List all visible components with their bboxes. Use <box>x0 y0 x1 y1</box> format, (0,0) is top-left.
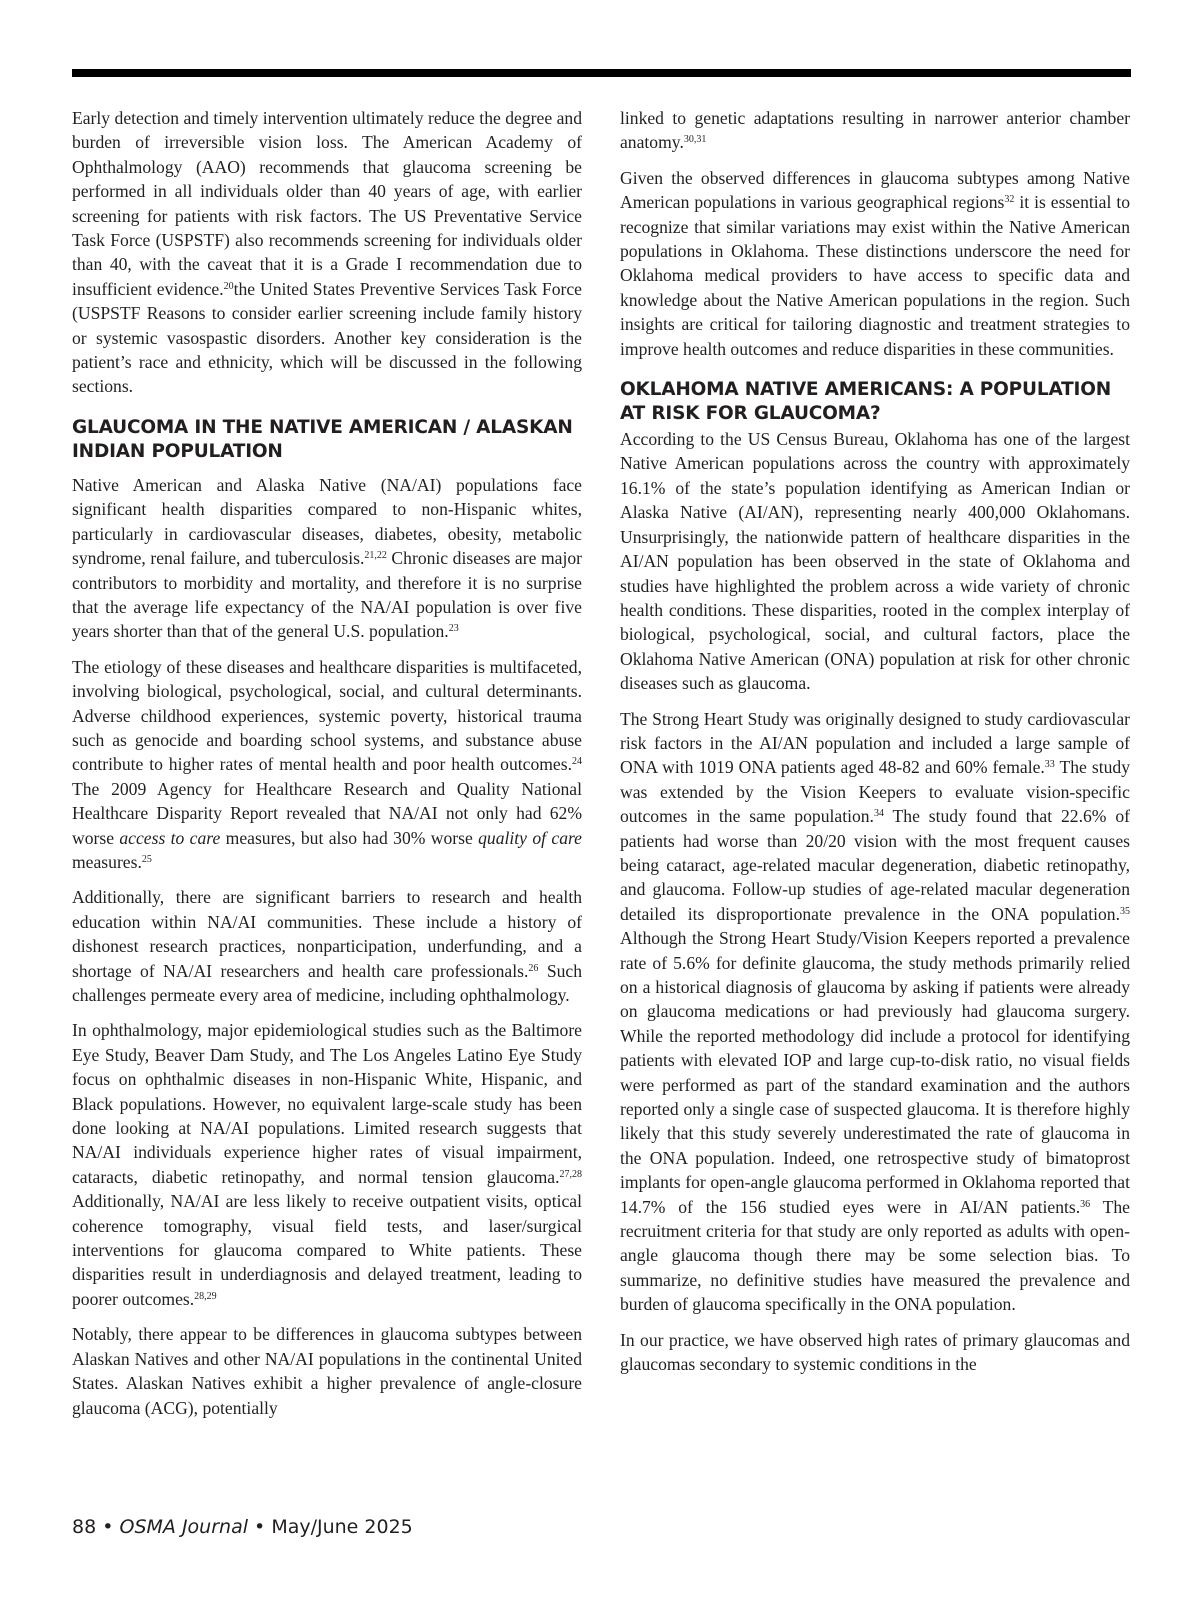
paragraph: Additionally, there are significant barriers to research and health education within NA/AI communities. These include a history of dishonest research practices, nonparticipation, underfunding, and a shortage of NA/AI researchers and health care professionals.$^{26}$ Such challenges permeate every area of medicine, including ophthalmology. <box>72 887 583 1005</box>
paragraph: In our practice, we have observed high rates of primary glaucomas and glaucomas secondary to systemic conditions in the <box>620 1329 1130 1375</box>
section-heading: GLAUCOMA IN THE NATIVE AMERICAN / ALASKAN INDIAN POPULATION <box>72 416 573 462</box>
citation[interactable]: 35 <box>1120 905 1130 917</box>
separator-bullet: • <box>102 1516 114 1538</box>
paragraph: linked to genetic adaptations resulting in narrower anterior chamber anatomy.$^{30,31}$ <box>620 108 1130 153</box>
section-heading: OKLAHOMA NATIVE AMERICANS: A POPULATION AT RISK FOR GLAUCOMA? <box>620 379 1112 425</box>
citation[interactable]: 27,28 <box>559 1168 582 1180</box>
citation[interactable]: 30,31 <box>683 134 707 146</box>
issue-date: May/June 2025 <box>271 1516 413 1538</box>
citation[interactable]: 32 <box>1004 194 1015 206</box>
citation[interactable]: 28,29 <box>194 1290 217 1302</box>
citation[interactable]: 26 <box>528 962 539 974</box>
separator-bullet: • <box>254 1516 266 1538</box>
citation[interactable]: 25 <box>141 853 152 865</box>
journal-name: OSMA Journal <box>119 1516 248 1538</box>
page-number: 88 <box>72 1516 97 1538</box>
paragraph: Notably, there appear to be differences in glaucoma subtypes between Alaskan Natives and other NA/AI populations in the continental United States. Alaskan Natives exhibit a higher prevalence of angle-closure glaucoma (ACG), potentially <box>72 1324 582 1418</box>
citation[interactable]: 24 <box>572 756 582 768</box>
citation[interactable]: 20 <box>223 280 234 292</box>
page-footer <box>72 1516 413 1538</box>
left-column <box>72 106 582 1431</box>
paragraph: The etiology of these diseases and healthcare disparities is multifaceted, involving biological, psychological, social, and cultural determinants. Adverse childhood experiences, systemic poverty, historical trauma such as genocide and boarding school systems, and substance abuse contribute to higher rates of mental health and poor health outcomes.$^{24}$ The 2009 Agency for Healthcare Research and Quality National Healthcare Disparity Report revealed that NA/AI not only had 62% worse access to care measures, but also had 30% worse quality of care measures.$^{25}$ <box>72 656 582 872</box>
citation[interactable]: 21,22 <box>364 550 387 562</box>
right-column <box>620 106 1130 1388</box>
paragraph: Native American and Alaska Native (NA/AI) populations face significant health disparities compared to non-Hispanic whites, particularly in cardiovascular diseases, diabetes, obesity, metabolic syndrome, renal failure, and tuberculosis.$^{21,22}$ Chronic diseases are major contributors to morbidity and mortality, and therefore it is no surprise that the average life expectancy of the NA/AI population is over five years shorter than that of the general U.S. population.$^{23}$ <box>72 474 582 642</box>
citation[interactable]: 33 <box>1044 759 1055 771</box>
citation[interactable]: 23 <box>448 623 459 635</box>
paragraph: Given the observed differences in glaucoma subtypes among Native American populations in various geographical regions$^{32}$ it is essential to recognize that similar variations may exist within the Native American populations in Oklahoma. These distinctions underscore the need for Oklahoma medical providers to have access to specific data and knowledge about the Native American populations in the region. Such insights are critical for tailoring diagnostic and treatment strategies to improve health outcomes and reduce disparities in these communities. <box>620 167 1130 359</box>
paragraph: In ophthalmology, major epidemiological studies such as the Baltimore Eye Study, Beaver Dam Study, and The Los Angeles Latino Eye Study focus on ophthalmic diseases in non-Hispanic White, Hispanic, and Black populations. However, no equivalent large-scale study has been done looking at NA/AI populations. Limited research suggests that NA/AI individuals experience higher rates of visual impairment, cataracts, diabetic retinopathy, and normal tension glaucoma.$^{27,28}$ Additionally, NA/AI are less likely to receive outpatient visits, optical coherence tomography, visual field tests, and laser/surgical interventions for glaucoma compared to White patients. These disparities result in underdiagnosis and delayed treatment, leading to poorer outcomes.$^{28,29}$ <box>72 1020 582 1309</box>
top-rule <box>72 69 1131 77</box>
citation[interactable]: 36 <box>1080 1198 1091 1210</box>
citation[interactable]: 34 <box>873 808 884 820</box>
paragraph: Early detection and timely intervention ultimately reduce the degree and burden of irreversible vision loss. The American Academy of Ophthalmology (AAO) recommends that glaucoma screening be performed in all individuals older than 40 years of age, with earlier screening for patients with risk factors. The US Preventative Service Task Force (USPSTF) also recommends screening for individuals older than 40, with the caveat that it is a Grade I recommendation due to insufficient evidence.$^{20}$the United States Preventive Services Task Force (USPSTF Reasons to consider earlier screening include family history or systemic vasospastic disorders. Another key consideration is the patient’s race and ethnicity, which will be discussed in the following sections. <box>72 108 582 397</box>
paragraph: The Strong Heart Study was originally designed to study cardiovascular risk factors in the AI/AN population and included a large sample of ONA with 1019 ONA patients aged 48-82 and 60% female.$^{33}$ The study was extended by the Vision Keepers to evaluate vision-specific outcomes in the same population.$^{34}$ The study found that 22.6% of patients had worse than 20/20 vision with the most frequent causes being cataract, age-related macular degeneration, diabetic retinopathy, and glaucoma. Follow-up studies of age-related macular degeneration detailed its disproportionate prevalence in the ONA population.$^{35}$ Although the Strong Heart Study/Vision Keepers reported a prevalence rate of 5.6% for definite glaucoma, the study methods primarily relied on a historical diagnosis of glaucoma by asking if patients were already on glaucoma medications or had previously had glaucoma surgery. While the reported methodology did include a protocol for identifying patients with elevated IOP and large cup-to-disk ratio, no visual fields were performed as part of the standard examination and the authors reported only a single case of suspected glaucoma. It is therefore highly likely that this study severely underestimated the rate of glaucoma in the ONA population. Indeed, one retrospective study of bimatoprost implants for open-angle glaucoma performed in Oklahoma reported that 14.7% of the 156 studied eyes were in AI/AN patients.$^{36}$ The recruitment criteria for that study are only reported as adults with open-angle glaucoma though there may be some selection bias. To summarize, no definitive studies have measured the prevalence and burden of glaucoma specifically in the ONA population. <box>620 708 1130 1315</box>
paragraph: According to the US Census Bureau, Oklahoma has one of the largest Native American populations across the country with approximately 16.1% of the state’s population identifying as American Indian or Alaska Native (AI/AN), representing nearly 400,000 Oklahomans. Unsurprisingly, the nationwide pattern of healthcare disparities in the AI/AN population has been observed in the state of Oklahoma and studies have highlighted the problem across a wide variety of chronic health conditions. These disparities, rooted in the complex interplay of biological, psychological, social, and cultural factors, place the Oklahoma Native American (ONA) population at risk for other chronic diseases such as glaucoma. <box>620 429 1130 694</box>
